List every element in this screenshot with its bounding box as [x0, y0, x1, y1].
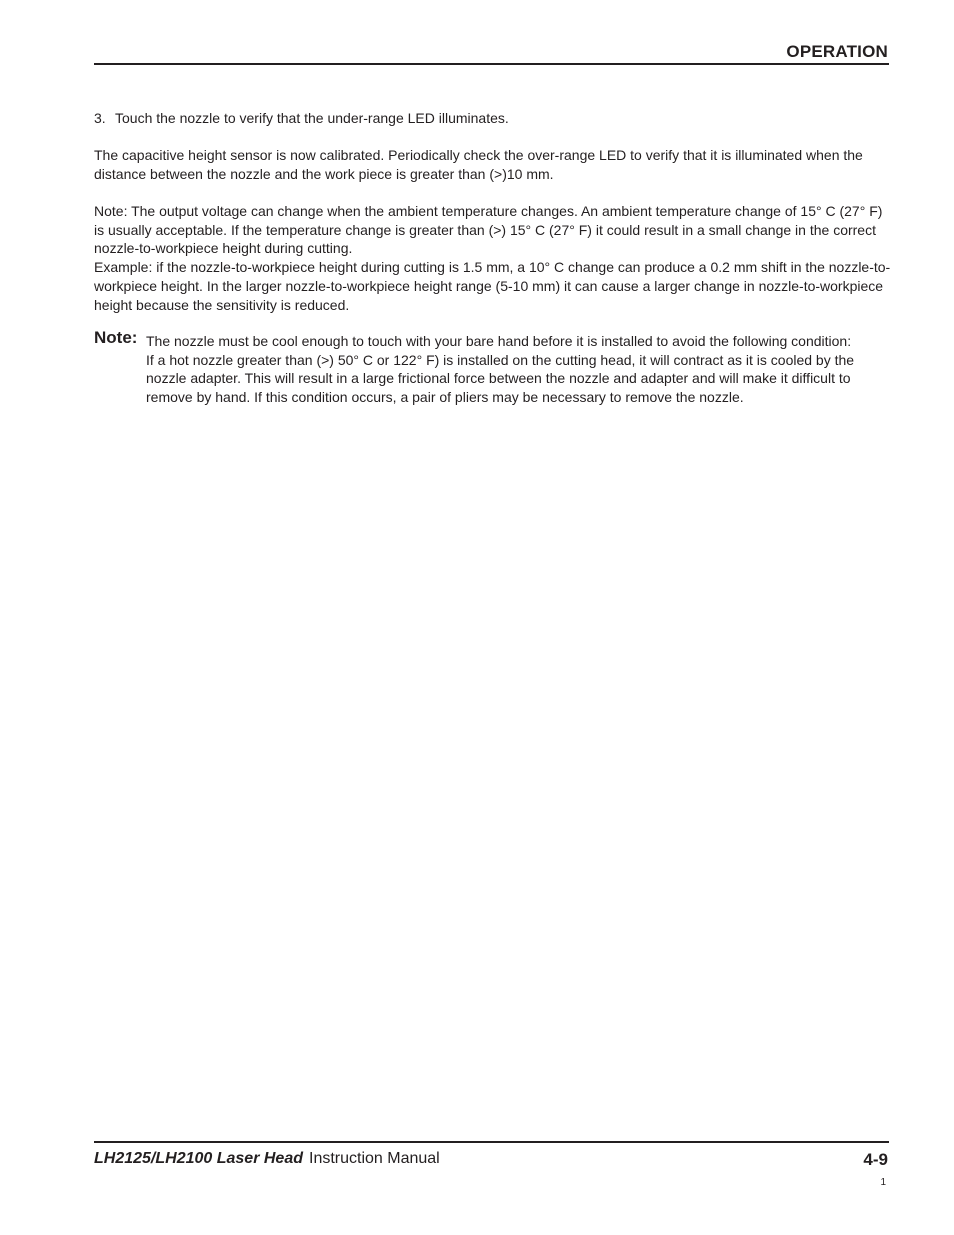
footer-manual: Instruction Manual — [309, 1150, 440, 1167]
note-text-2: If a hot nozzle greater than (>) 50° C or 122° F) is installed on the cutting head, it will contract as it is cooled by the nozzle adapter. This will result in a large frictional force between the nozzle and adapter and will make it difficult to remove by hand. If this condition occurs, a pair of pliers may be necessary to remove the nozzle. — [146, 351, 855, 406]
footer-small-number: 1 — [880, 1177, 886, 1188]
temperature-note-text: Note: The output voltage can change when the ambient temperature changes. An ambient temperature change of 15° C (27° F) is usually acceptable. If the temperature change is greater than (>) 15° C (27° F) it could result in a small change in the correct nozzle-to-workpiece height during cutting. — [94, 203, 883, 257]
section-title: OPERATION — [786, 42, 888, 61]
step-number: 3. — [94, 110, 106, 126]
temperature-paragraph — [94, 202, 894, 314]
note-content — [146, 331, 894, 407]
page-number: 4-9 — [863, 1150, 888, 1169]
footer-title — [94, 1150, 440, 1168]
footer-model: LH2125/LH2100 Laser Head — [94, 1150, 303, 1167]
step-item — [94, 109, 894, 128]
calibration-paragraph: The capacitive height sensor is now calibrated. Periodically check the over-range LED to verify that it is illuminated when the distance between the nozzle and the work piece is greater than (>)10 mm. — [94, 147, 863, 182]
note-block — [94, 328, 894, 407]
note-text-1: The nozzle must be cool enough to touch with your bare hand before it is installed to avoid the following condition: — [146, 333, 852, 349]
step-text: Touch the nozzle to verify that the under-range LED illuminates. — [115, 110, 509, 126]
temperature-example-text: Example: if the nozzle-to-workpiece height during cutting is 1.5 mm, a 10° C change can produce a 0.2 mm shift in the nozzle-to-workpiece height. In the larger nozzle-to-workpiece height range (5-10 mm) it can cause a larger change in nozzle-to-workpiece height because the sensitivity is reduced. — [94, 259, 891, 313]
header-rule — [94, 63, 889, 65]
note-label: Note: — [94, 328, 138, 347]
footer-rule — [94, 1141, 889, 1143]
